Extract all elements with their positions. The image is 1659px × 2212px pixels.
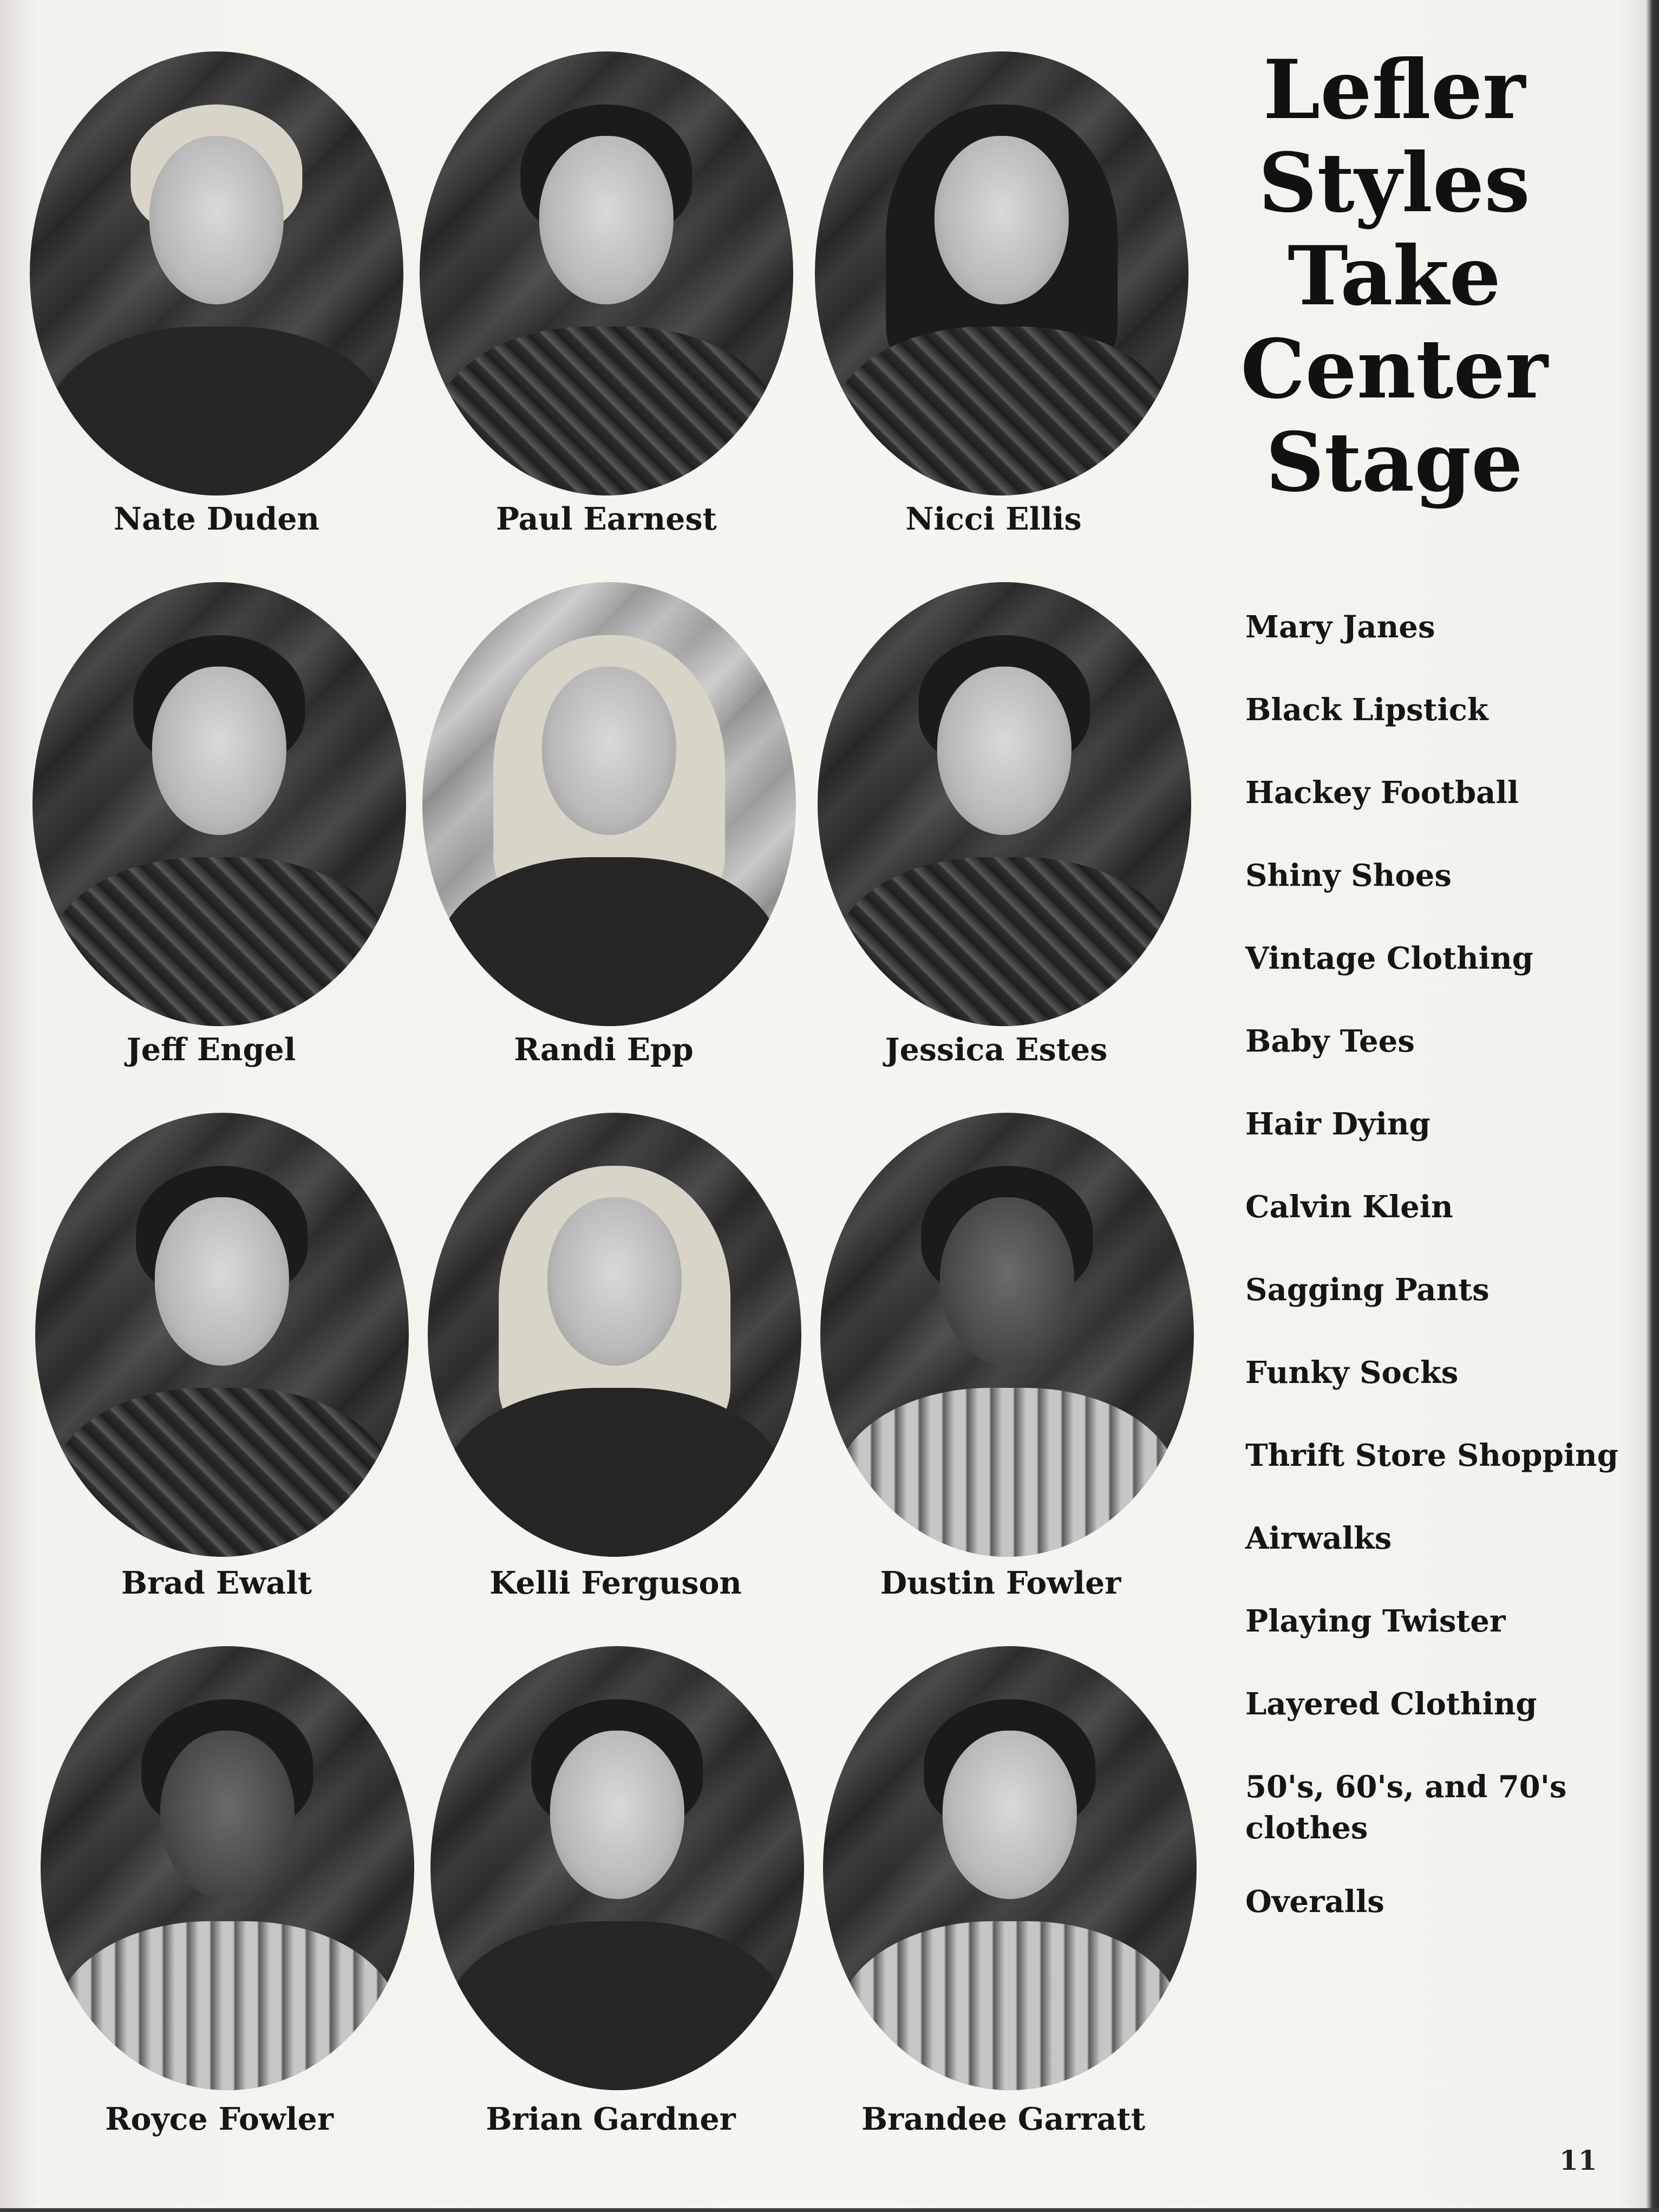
page-headline [1216,43,1573,509]
portrait-photo [422,582,796,1026]
student-name: Brandee Garratt [861,2101,1146,2137]
trend-item: Overalls [1245,1884,1384,1920]
trend-item: Playing Twister [1245,1603,1506,1639]
headline-line: Center [1240,322,1548,417]
portrait-photo [41,1646,414,2090]
trend-item: Hackey Football [1245,775,1519,811]
trend-item: Mary Janes [1245,609,1435,645]
portrait-photo [428,1113,801,1557]
student-name: Jeff Engel [126,1032,296,1068]
student-name: Nicci Ellis [905,501,1082,537]
portrait-photo [818,582,1191,1026]
student-name: Royce Fowler [105,2101,334,2137]
student-name: Nate Duden [114,501,319,537]
portrait-photo [820,1113,1194,1557]
page-number: 11 [1559,2144,1597,2176]
student-name: Brad Ewalt [121,1565,312,1601]
trend-item: Airwalks [1245,1521,1392,1556]
portrait-photo [32,582,406,1026]
trend-item: Baby Tees [1245,1023,1415,1059]
student-name: Brian Gardner [486,2101,736,2137]
headline-line: Lefler [1263,42,1526,138]
portrait-photo [30,51,403,495]
student-name: Randi Epp [514,1032,694,1068]
student-name: Dustin Fowler [880,1565,1121,1601]
trend-item: Sagging Pants [1245,1272,1490,1308]
trend-item: Vintage Clothing [1245,941,1533,976]
trends-list [1245,606,1635,1964]
trend-item: Black Lipstick [1245,692,1488,728]
headline-line: Take [1288,229,1501,324]
student-name: Kelli Ferguson [489,1565,742,1601]
portrait-photo [420,51,793,495]
headline-line: Styles [1258,135,1530,231]
trend-item: Funky Socks [1245,1355,1459,1391]
trend-item: Layered Clothing [1245,1686,1537,1722]
trend-item: Thrift Store Shopping [1245,1438,1618,1473]
page-edge [0,2208,1659,2212]
portrait-photo [823,1646,1197,2090]
student-name: Jessica Estes [885,1032,1108,1068]
headline-line: Stage [1265,415,1523,510]
student-name: Paul Earnest [496,501,717,537]
trend-item: 50's, 60's, and 70's clothes [1245,1769,1567,1846]
portrait-photo [815,51,1188,495]
portrait-photo [430,1646,804,2090]
trend-item: Hair Dying [1245,1106,1431,1142]
trend-item: Shiny Shoes [1245,858,1452,893]
portrait-photo [35,1113,409,1557]
trend-item: Calvin Klein [1245,1189,1453,1225]
